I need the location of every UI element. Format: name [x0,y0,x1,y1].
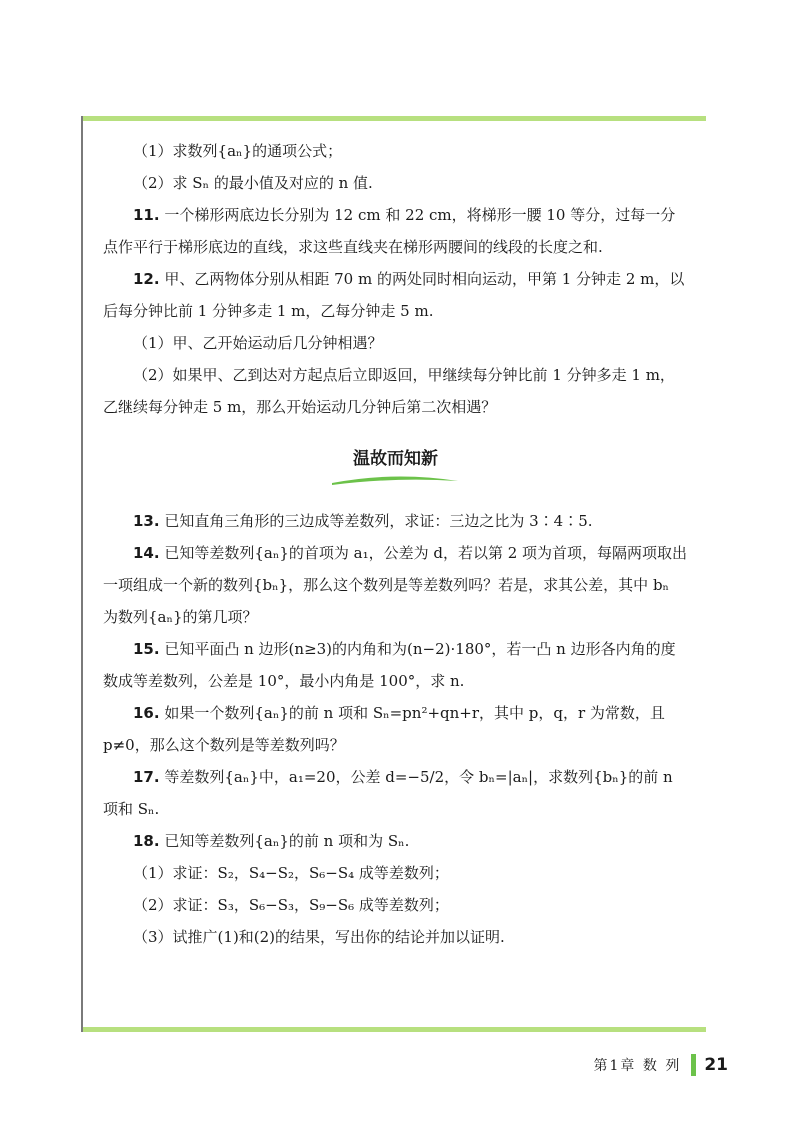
exercise-number: 16. [133,704,160,722]
exercise-17 [103,761,688,825]
section-underline-swoosh [330,473,460,489]
exercise-number: 14. [133,544,160,562]
exercise-number: 11. [133,206,160,224]
exercise-10-part-2: （2）求 Sₙ 的最小值及对应的 n 值. [133,174,373,192]
exercise-text: 等差数列{aₙ}中，a₁=20，公差 d=−5/2，令 bₙ=|aₙ|，求数列{bₙ}的前 n 项和 Sₙ. [103,768,673,818]
exercise-18-part-2: （2）求证：S₃，S₆−S₃，S₉−S₆ 成等差数列； [133,896,449,914]
chapter-label: 第1章 数 列 [593,1058,682,1074]
exercise-15 [103,633,688,697]
exercise-number: 13. [133,512,160,530]
section-heading [103,437,688,497]
exercise-text: 已知直角三角形的三边成等差数列，求证：三边之比为 3∶4∶5. [164,512,593,530]
section-title: 温故而知新 [353,449,438,469]
footer-accent-bar [691,1054,696,1076]
exercise-18-part-1: （1）求证：S₂，S₄−S₂，S₆−S₄ 成等差数列； [133,864,449,882]
page-footer [594,1052,728,1078]
exercise-12-part-2: （2）如果甲、乙到达对方起点后立即返回，甲继续每分钟比前 1 分钟多走 1 m，乙继续每分钟走 5 m，那么开始运动几分钟后第二次相遇？ [103,366,675,416]
exercise-10-part-1: （1）求数列{aₙ}的通项公式； [133,142,343,160]
exercise-number: 18. [133,832,160,850]
exercise-14 [103,537,688,633]
exercise-12 [103,263,688,327]
exercise-number: 17. [133,768,160,786]
frame-left-border [81,116,83,1032]
page-number: 21 [704,1055,728,1075]
exercise-18-part-3: （3）试推广(1)和(2)的结果，写出你的结论并加以证明. [133,928,505,946]
exercise-text: 已知等差数列{aₙ}的前 n 项和为 Sₙ. [164,832,410,850]
frame-bottom-border [83,1027,706,1032]
exercise-text: 如果一个数列{aₙ}的前 n 项和 Sₙ=pn²+qn+r，其中 p，q，r 为常数，且 p≠0，那么这个数列是等差数列吗？ [103,704,665,754]
exercise-number: 15. [133,640,160,658]
exercise-18 [103,825,688,857]
exercise-16 [103,697,688,761]
exercise-11 [103,199,688,263]
exercise-text: 已知平面凸 n 边形(n≥3)的内角和为(n−2)·180°，若一凸 n 边形各内角的度数成等差数列，公差是 10°，最小内角是 100°，求 n. [103,640,676,690]
exercise-number: 12. [133,270,160,288]
exercise-text: 一个梯形两底边长分别为 12 cm 和 22 cm，将梯形一腰 10 等分，过每一分点作平行于梯形底边的直线，求这些直线夹在梯形两腰间的线段的长度之和. [103,206,676,256]
frame-top-border [83,116,706,121]
page-content [103,135,688,953]
exercise-text: 甲、乙两物体分别从相距 70 m 的两处同时相向运动，甲第 1 分钟走 2 m，以后每分钟比前 1 分钟多走 1 m，乙每分钟走 5 m. [103,270,685,320]
exercise-text: 已知等差数列{aₙ}的首项为 a₁，公差为 d，若以第 2 项为首项，每隔两项取出一项组成一个新的数列{bₙ}，那么这个数列是等差数列吗？若是，求其公差，其中 bₙ 为数列{aₙ}的第几项？ [103,544,688,626]
exercise-12-part-1: （1）甲、乙开始运动后几分钟相遇？ [133,334,383,352]
exercise-13 [103,505,688,537]
